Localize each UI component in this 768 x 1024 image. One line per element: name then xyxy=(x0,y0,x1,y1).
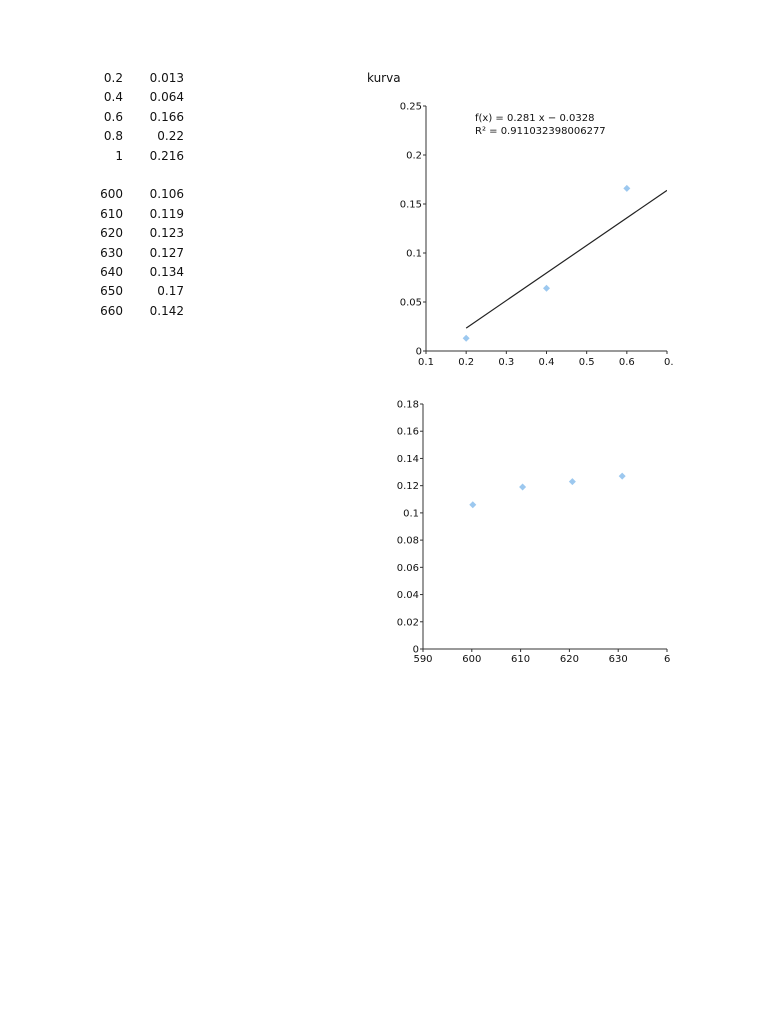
y-tick-label: 0.02 xyxy=(396,617,419,629)
x-tick-label: 600 xyxy=(462,654,482,665)
sheet-title: kurva xyxy=(367,71,401,85)
cell-x[interactable]: 0.2 xyxy=(103,71,123,85)
cell-y[interactable]: 0.013 xyxy=(149,71,184,85)
cell-y[interactable]: 0.142 xyxy=(149,303,184,318)
cell-y[interactable]: 0.216 xyxy=(149,148,184,163)
x-tick-label: 6 xyxy=(664,654,671,665)
cell-y[interactable]: 0.17 xyxy=(157,284,184,299)
cell-x[interactable]: 1 xyxy=(115,148,123,163)
y-tick-label: 0.1 xyxy=(406,248,422,260)
cell-x[interactable]: 0.8 xyxy=(103,129,123,144)
cell-y[interactable]: 0.064 xyxy=(149,90,184,105)
cell-y[interactable]: 0.106 xyxy=(149,187,184,202)
data-point xyxy=(543,285,550,292)
cell-y[interactable]: 0.127 xyxy=(149,245,184,260)
data-point xyxy=(569,478,576,485)
x-tick-label: 620 xyxy=(559,654,579,665)
y-tick-label: 0.12 xyxy=(396,481,419,493)
cell-y[interactable]: 0.134 xyxy=(149,264,184,279)
x-tick-label: 0. xyxy=(664,357,674,368)
y-tick-label: 0.25 xyxy=(399,101,422,113)
cell-x[interactable]: 650 xyxy=(100,284,123,299)
data-point xyxy=(619,473,626,480)
y-tick-label: 0.15 xyxy=(399,199,422,211)
cell-x[interactable]: 640 xyxy=(100,264,123,279)
x-tick-label: 630 xyxy=(608,654,628,665)
data-point xyxy=(469,501,476,508)
x-tick-label: 0.5 xyxy=(578,357,595,368)
y-tick-label: 0.2 xyxy=(406,150,422,162)
cell-x[interactable]: 0.6 xyxy=(103,109,123,124)
y-tick-label: 0 xyxy=(412,644,419,656)
trendline xyxy=(466,190,667,328)
x-tick-label: 0.3 xyxy=(498,357,515,368)
y-tick-label: 0.16 xyxy=(396,426,419,438)
cell-y[interactable]: 0.22 xyxy=(157,129,184,144)
cell-x[interactable]: 610 xyxy=(100,206,123,221)
y-tick-label: 0.08 xyxy=(396,535,419,547)
x-tick-label: 590 xyxy=(413,654,433,665)
plot-area xyxy=(463,185,667,342)
y-tick-label: 0.05 xyxy=(399,297,422,309)
cell-x[interactable]: 620 xyxy=(100,226,123,241)
chart-1 xyxy=(400,102,674,369)
y-tick-label: 0 xyxy=(415,346,422,358)
data-point xyxy=(623,185,630,192)
plot-area xyxy=(469,473,625,509)
y-tick-label: 0.06 xyxy=(396,562,419,574)
x-tick-label: 0.6 xyxy=(618,357,635,368)
cell-y[interactable]: 0.119 xyxy=(149,206,184,221)
cell-y[interactable]: 0.166 xyxy=(149,109,184,124)
y-tick-label: 0.1 xyxy=(403,508,419,520)
y-tick-label: 0.18 xyxy=(396,399,419,411)
data-point xyxy=(463,335,470,342)
x-tick-label: 610 xyxy=(511,654,531,665)
r-squared-label: R² = 0.911032398006277 xyxy=(475,126,606,137)
cell-x[interactable]: 630 xyxy=(100,245,123,260)
x-tick-label: 0.4 xyxy=(538,357,555,368)
x-tick-label: 0.2 xyxy=(458,357,475,368)
x-tick-label: 0.1 xyxy=(418,357,434,368)
cell-x[interactable]: 600 xyxy=(100,187,123,202)
cell-x[interactable]: 0.4 xyxy=(103,90,123,105)
cell-y[interactable]: 0.123 xyxy=(149,226,184,241)
chart-2 xyxy=(397,400,671,666)
y-tick-label: 0.04 xyxy=(396,590,419,602)
cell-x[interactable]: 660 xyxy=(100,303,123,318)
trendline-equation: f(x) = 0.281 x − 0.0328 xyxy=(475,113,595,124)
data-point xyxy=(519,484,526,491)
y-tick-label: 0.14 xyxy=(396,453,419,465)
